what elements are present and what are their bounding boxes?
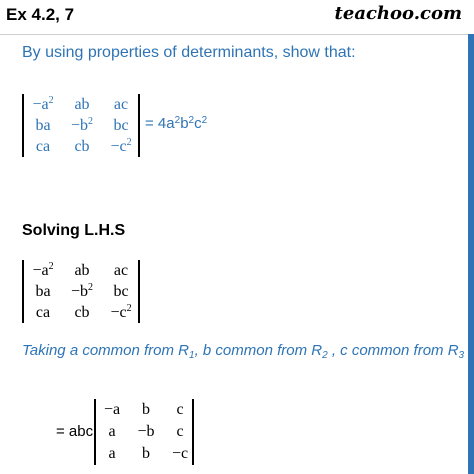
matrix-cell: ac — [113, 262, 129, 279]
exercise-label: Ex 4.2, 7 — [6, 5, 75, 24]
factored-matrix — [98, 399, 194, 465]
brand-logo[interactable]: teachoo.com — [334, 3, 462, 24]
matrix-cell: −c — [171, 445, 189, 462]
solution-heading: Solving L.H.S — [22, 222, 126, 239]
matrix-cell: c — [176, 401, 184, 418]
question-matrix — [26, 94, 138, 157]
determinant-bar-right — [138, 94, 140, 157]
matrix-cell: a — [108, 423, 116, 440]
matrix-cell: ca — [35, 138, 51, 155]
matrix-row — [98, 399, 194, 421]
matrix-cell: −b — [137, 423, 155, 440]
matrix-row — [98, 443, 194, 465]
matrix-row — [26, 260, 138, 281]
matrix-cell: a — [108, 445, 116, 462]
matrix-row — [26, 115, 138, 136]
matrix-cell: $-c^2$ — [110, 303, 132, 321]
lhs-matrix — [26, 260, 138, 323]
matrix-cell: ac — [113, 96, 129, 113]
matrix-cell: c — [176, 423, 184, 440]
matrix-cell: bc — [113, 117, 129, 134]
question-text: By using properties of determinants, show that: — [22, 44, 356, 61]
question-rhs: = $4a^2b^2c^2$ — [145, 115, 208, 132]
matrix-cell: ab — [74, 96, 90, 113]
matrix-cell: ba — [35, 117, 51, 134]
question-determinant — [22, 94, 140, 157]
matrix-row — [26, 94, 138, 115]
matrix-cell: $-b^2$ — [70, 282, 94, 300]
matrix-cell: b — [142, 401, 150, 418]
determinant-bar-right — [192, 399, 194, 465]
matrix-cell: $-c^2$ — [110, 137, 132, 155]
matrix-row — [26, 281, 138, 302]
matrix-row — [98, 421, 194, 443]
factored-determinant — [94, 399, 194, 465]
matrix-cell: $-b^2$ — [70, 116, 94, 134]
determinant-bar-left — [22, 94, 24, 157]
matrix-cell: ba — [35, 283, 51, 300]
side-accent-bar — [468, 34, 474, 474]
lhs-determinant — [22, 260, 140, 323]
matrix-row — [26, 302, 138, 323]
matrix-cell: $-a^2$ — [32, 261, 54, 279]
step-note: Taking a common from $R_1$, b common from $R_2$ , c common from $R_3$ — [22, 342, 465, 361]
matrix-cell: ab — [74, 262, 90, 279]
step-prefix: = abc — [56, 423, 94, 440]
determinant-bar-left — [22, 260, 24, 323]
matrix-cell: $-a^2$ — [32, 95, 54, 113]
determinant-bar-left — [94, 399, 96, 465]
matrix-cell: cb — [74, 304, 90, 321]
matrix-cell: ca — [35, 304, 51, 321]
matrix-cell: −a — [103, 401, 121, 418]
matrix-cell: b — [142, 445, 150, 462]
matrix-cell: bc — [113, 283, 129, 300]
matrix-cell: cb — [74, 138, 90, 155]
matrix-row — [26, 136, 138, 157]
header — [0, 0, 474, 35]
determinant-bar-right — [138, 260, 140, 323]
